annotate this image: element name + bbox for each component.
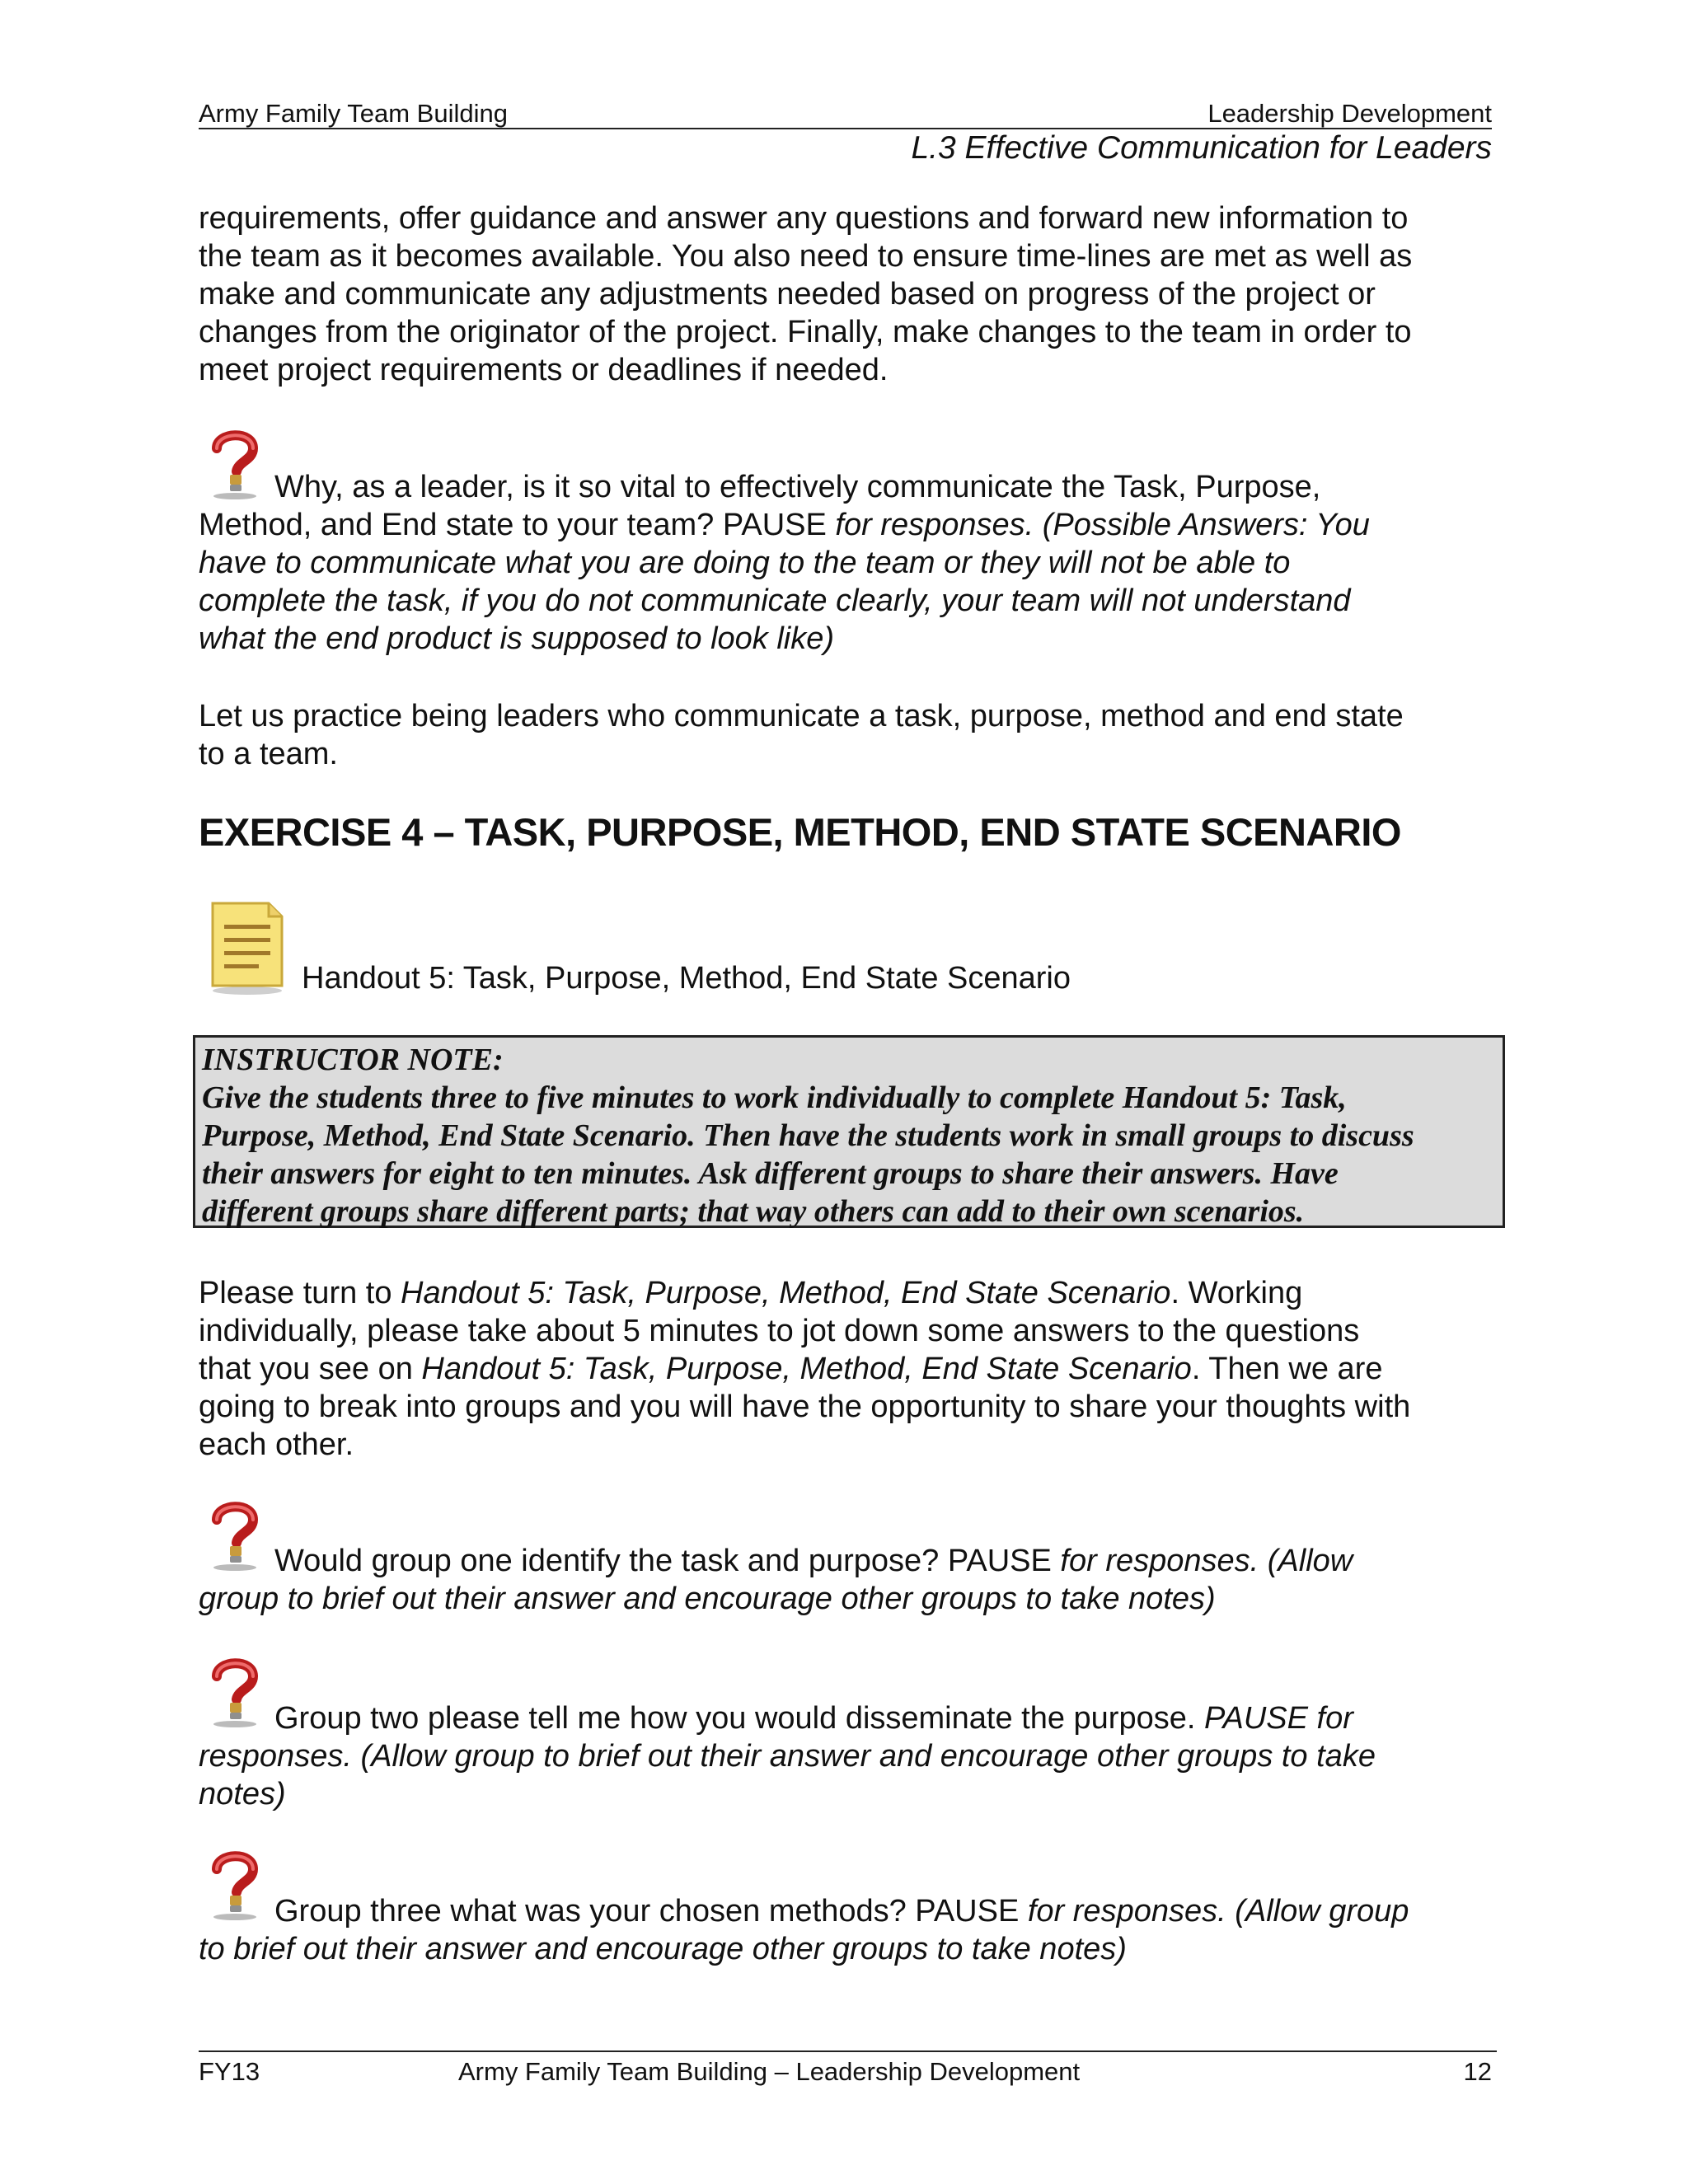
footer-fiscal-year: FY13: [199, 2057, 260, 2086]
question3-line1: [274, 1699, 1353, 1737]
instructions-line: each other.: [199, 1427, 354, 1462]
instructions-paragraph: [199, 1274, 1493, 1464]
question1-answer-line: complete the task, if you do not communicate clearly, your team will not understand: [199, 583, 1351, 618]
question-mark-icon: [202, 1655, 268, 1729]
practice-line: to a team.: [199, 737, 338, 771]
question2-answer: for responses. (Allow: [1060, 1544, 1353, 1578]
question2-line1: [274, 1542, 1353, 1580]
instructions-text: . Working: [1170, 1276, 1303, 1310]
footer-rule: [199, 2050, 1497, 2052]
instructor-note-line: Purpose, Method, End State Scenario. Then have the students work in small groups to discuss: [202, 1118, 1414, 1153]
intro-line: changes from the originator of the project. Finally, make changes to the team in order to: [199, 315, 1412, 349]
instructor-note-title: INSTRUCTOR NOTE:: [202, 1043, 504, 1077]
question3-answer-line: responses. (Allow group to brief out their answer and encourage other groups to take: [199, 1739, 1376, 1774]
instructor-note-line: Give the students three to five minutes to work individually to complete Handout 5: Task,: [202, 1080, 1347, 1115]
intro-line: make and communicate any adjustments needed based on progress of the project or: [199, 277, 1376, 312]
intro-line: the team as it becomes available. You also need to ensure time-lines are met as well as: [199, 239, 1413, 274]
intro-line: meet project requirements or deadlines if needed.: [199, 353, 889, 387]
question3-answer-line: notes): [199, 1777, 286, 1811]
question2-line2: group to brief out their answer and encourage other groups to take notes): [199, 1582, 1216, 1616]
question3-prompt: Group two please tell me how you would disseminate the purpose.: [274, 1701, 1204, 1736]
intro-paragraph: [199, 199, 1493, 389]
instructions-line: individually, please take about 5 minutes to jot down some answers to the questions: [199, 1314, 1360, 1348]
question3-answer-body: [199, 1737, 1493, 1813]
instructions-text: . Then we are: [1191, 1352, 1383, 1386]
question-mark-icon: [202, 1848, 268, 1922]
page-number: 12: [1463, 2057, 1492, 2086]
question-mark-icon: [202, 427, 268, 501]
intro-line: requirements, offer guidance and answer any questions and forward new information to: [199, 201, 1409, 236]
instructions-text: Please turn to: [199, 1276, 401, 1310]
handout-label: Handout 5: Task, Purpose, Method, End State Scenario: [302, 961, 1071, 996]
question1-answer-line: what the end product is supposed to look like): [199, 621, 835, 656]
question1-answer-start: for responses. (Possible Answers: You: [835, 508, 1370, 542]
handout-reference: Handout 5: Task, Purpose, Method, End State Scenario: [421, 1352, 1192, 1386]
practice-line: Let us practice being leaders who communicate a task, purpose, method and end state: [199, 699, 1404, 733]
instructor-note-line: their answers for eight to ten minutes. Ask different groups to share their answers. Have: [202, 1156, 1339, 1191]
header-left: Army Family Team Building: [199, 99, 508, 128]
practice-paragraph: [199, 697, 1493, 773]
instructor-note-line: different groups share different parts; that way others can add to their own scenarios.: [202, 1194, 1305, 1229]
question4-answer: for responses. (Allow group: [1027, 1894, 1409, 1929]
question1-body: [199, 506, 1493, 658]
header-right: Leadership Development: [1207, 99, 1492, 128]
header-rule: [199, 128, 1492, 129]
exercise-heading: EXERCISE 4 – TASK, PURPOSE, METHOD, END STATE SCENARIO: [199, 810, 1401, 854]
question3-answer: PAUSE for: [1203, 1701, 1353, 1736]
question4-prompt: Group three what was your chosen methods? PAUSE: [274, 1894, 1028, 1929]
handout-document-icon: [206, 897, 288, 996]
instructions-text: that you see on: [199, 1352, 422, 1386]
question1-answer-line: have to communicate what you are doing to the team or they will not be able to: [199, 546, 1291, 580]
question4-line1: [274, 1892, 1409, 1930]
question-mark-icon: [202, 1498, 268, 1572]
question1-line1: Why, as a leader, is it so vital to effectively communicate the Task, Purpose,: [274, 470, 1321, 504]
instructor-note: [193, 1035, 1505, 1228]
footer-title: Army Family Team Building – Leadership Development: [458, 2057, 1081, 2086]
question1-prompt: Method, and End state to your team? PAUSE: [199, 508, 836, 542]
question2-prompt: Would group one identify the task and purpose? PAUSE: [274, 1544, 1061, 1578]
header-subtitle: L.3 Effective Communication for Leaders: [911, 130, 1492, 166]
instructions-line: going to break into groups and you will have the opportunity to share your thoughts with: [199, 1390, 1411, 1424]
handout-reference: Handout 5: Task, Purpose, Method, End State Scenario: [401, 1276, 1171, 1310]
question4-line2: to brief out their answer and encourage other groups to take notes): [199, 1932, 1127, 1966]
